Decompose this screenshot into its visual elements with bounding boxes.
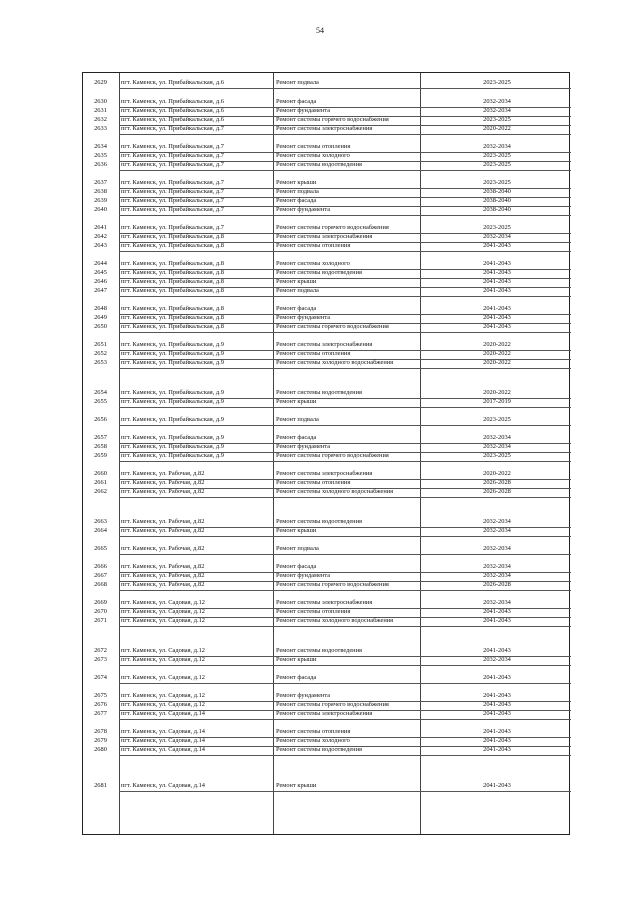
- period-cell: 2032-2034: [483, 599, 511, 606]
- address-cell: пгт. Каменск, ул. Прибайкальская, д.9: [121, 341, 224, 348]
- row-underline: [273, 215, 420, 216]
- period-cell: 2041-2043: [483, 710, 511, 717]
- row-number: 2652: [94, 350, 107, 357]
- row-number: 2634: [94, 143, 107, 150]
- row-number: 2629: [94, 79, 107, 86]
- period-cell: 2032-2034: [483, 572, 511, 579]
- address-cell: пгт. Каменск, ул. Прибайкальская, д.9: [121, 350, 224, 357]
- address-cell: пгт. Каменск, ул. Садовая, д.14: [121, 710, 205, 717]
- row-number: 2679: [94, 737, 107, 744]
- period-cell: 2023-2025: [483, 179, 511, 186]
- row-underline: [119, 296, 273, 297]
- work-type-cell: Ремонт системы холодного водоснабжения: [276, 617, 394, 624]
- period-cell: 2020-2022: [483, 389, 511, 396]
- row-number: 2638: [94, 188, 107, 195]
- period-cell: 2032-2034: [483, 656, 511, 663]
- period-cell: 2023-2025: [483, 152, 511, 159]
- row-underline: [119, 425, 273, 426]
- row-number: 2681: [94, 782, 107, 789]
- address-cell: пгт. Каменск, ул. Рабочая, д.82: [121, 527, 205, 534]
- work-type-cell: Ремонт системы холодного: [276, 152, 350, 159]
- period-cell: 2026-2028: [483, 581, 511, 588]
- row-number: 2671: [94, 617, 107, 624]
- work-type-cell: Ремонт фасада: [276, 563, 317, 570]
- work-type-cell: Ремонт крыши: [276, 278, 317, 285]
- address-cell: пгт. Каменск, ул. Садовая, д.12: [121, 674, 205, 681]
- work-type-cell: Ремонт системы электроснабжения: [276, 470, 373, 477]
- period-cell: 2041-2043: [483, 305, 511, 312]
- row-underline: [420, 170, 571, 171]
- address-cell: пгт. Каменск, ул. Садовая, д.12: [121, 599, 205, 606]
- row-underline: [420, 407, 571, 408]
- row-underline: [420, 536, 571, 537]
- work-type-cell: Ремонт системы отопления: [276, 479, 351, 486]
- address-cell: пгт. Каменск, ул. Прибайкальская, д.8: [121, 323, 224, 330]
- work-type-cell: Ремонт системы горячего водоснабжения: [276, 323, 389, 330]
- work-type-cell: Ремонт системы горячего водоснабжения: [276, 581, 389, 588]
- work-type-cell: Ремонт системы горячего водоснабжения: [276, 116, 389, 123]
- row-number: 2660: [94, 470, 107, 477]
- row-number: 2654: [94, 389, 107, 396]
- row-underline: [420, 791, 571, 792]
- row-underline: [273, 497, 420, 498]
- address-cell: пгт. Каменск, ул. Прибайкальская, д.6: [121, 107, 224, 114]
- row-number: 2665: [94, 545, 107, 552]
- work-type-cell: Ремонт системы водоотведения: [276, 161, 362, 168]
- work-type-cell: Ремонт фундамента: [276, 107, 331, 114]
- address-cell: пгт. Каменск, ул. Прибайкальская, д.9: [121, 359, 224, 366]
- row-underline: [420, 296, 571, 297]
- address-cell: пгт. Каменск, ул. Рабочая, д.82: [121, 545, 205, 552]
- address-cell: пгт. Каменск, ул. Садовая, д.12: [121, 647, 205, 654]
- row-underline: [273, 170, 420, 171]
- work-type-cell: Ремонт системы холодного водоснабжения: [276, 359, 394, 366]
- work-type-cell: Ремонт фасада: [276, 197, 317, 204]
- work-type-cell: Ремонт крыши: [276, 398, 317, 405]
- row-underline: [273, 626, 420, 627]
- work-type-cell: Ремонт системы водоотведения: [276, 746, 362, 753]
- row-number: 2659: [94, 452, 107, 459]
- row-underline: [420, 554, 571, 555]
- row-number: 2641: [94, 224, 107, 231]
- work-type-cell: Ремонт системы электроснабжения: [276, 125, 373, 132]
- row-underline: [119, 461, 273, 462]
- row-number: 2667: [94, 572, 107, 579]
- period-cell: 2041-2043: [483, 287, 511, 294]
- row-underline: [420, 683, 571, 684]
- row-underline: [119, 665, 273, 666]
- row-underline: [273, 88, 420, 89]
- row-underline: [119, 683, 273, 684]
- work-type-cell: Ремонт системы отопления: [276, 350, 351, 357]
- row-number: 2658: [94, 443, 107, 450]
- work-type-cell: Ремонт системы горячего водоснабжения: [276, 452, 389, 459]
- work-type-cell: Ремонт фасада: [276, 674, 317, 681]
- period-cell: 2032-2034: [483, 107, 511, 114]
- work-type-cell: Ремонт подвала: [276, 416, 319, 423]
- period-cell: 2041-2043: [483, 242, 511, 249]
- period-cell: 2032-2034: [483, 143, 511, 150]
- work-type-cell: Ремонт подвала: [276, 287, 319, 294]
- row-underline: [420, 88, 571, 89]
- address-cell: пгт. Каменск, ул. Прибайкальская, д.8: [121, 314, 224, 321]
- period-cell: 2041-2043: [483, 647, 511, 654]
- address-cell: пгт. Каменск, ул. Прибайкальская, д.7: [121, 206, 224, 213]
- row-underline: [273, 425, 420, 426]
- row-number: 2643: [94, 242, 107, 249]
- work-type-cell: Ремонт системы холодного: [276, 737, 350, 744]
- row-underline: [119, 590, 273, 591]
- period-cell: 2041-2043: [483, 674, 511, 681]
- row-underline: [420, 134, 571, 135]
- row-number: 2675: [94, 692, 107, 699]
- row-underline: [273, 755, 420, 756]
- work-type-cell: Ремонт фундамента: [276, 692, 331, 699]
- period-cell: 2041-2043: [483, 617, 511, 624]
- period-cell: 2023-2025: [483, 452, 511, 459]
- row-underline: [119, 755, 273, 756]
- work-type-cell: Ремонт системы отопления: [276, 608, 351, 615]
- work-type-cell: Ремонт фундамента: [276, 572, 331, 579]
- row-number: 2648: [94, 305, 107, 312]
- period-cell: 2020-2022: [483, 359, 511, 366]
- row-number: 2651: [94, 341, 107, 348]
- row-number: 2635: [94, 152, 107, 159]
- row-underline: [420, 251, 571, 252]
- address-cell: пгт. Каменск, ул. Садовая, д.12: [121, 701, 205, 708]
- address-cell: пгт. Каменск, ул. Садовая, д.12: [121, 617, 205, 624]
- row-underline: [119, 332, 273, 333]
- row-number: 2680: [94, 746, 107, 753]
- row-underline: [273, 791, 420, 792]
- row-underline: [119, 536, 273, 537]
- address-cell: пгт. Каменск, ул. Прибайкальская, д.7: [121, 125, 224, 132]
- address-cell: пгт. Каменск, ул. Прибайкальская, д.8: [121, 278, 224, 285]
- period-cell: 2041-2043: [483, 746, 511, 753]
- row-number: 2637: [94, 179, 107, 186]
- address-cell: пгт. Каменск, ул. Садовая, д.14: [121, 782, 205, 789]
- row-underline: [273, 590, 420, 591]
- row-underline: [273, 407, 420, 408]
- row-underline: [420, 590, 571, 591]
- row-number: 2649: [94, 314, 107, 321]
- period-cell: 2032-2034: [483, 518, 511, 525]
- row-number: 2664: [94, 527, 107, 534]
- address-cell: пгт. Каменск, ул. Рабочая, д.82: [121, 479, 205, 486]
- address-cell: пгт. Каменск, ул. Прибайкальская, д.9: [121, 452, 224, 459]
- period-cell: 2032-2034: [483, 233, 511, 240]
- period-cell: 2023-2025: [483, 161, 511, 168]
- address-cell: пгт. Каменск, ул. Садовая, д.12: [121, 608, 205, 615]
- row-number: 2640: [94, 206, 107, 213]
- period-cell: 2020-2022: [483, 125, 511, 132]
- row-number: 2631: [94, 107, 107, 114]
- work-type-cell: Ремонт системы электроснабжения: [276, 599, 373, 606]
- row-number: 2668: [94, 581, 107, 588]
- row-underline: [273, 719, 420, 720]
- address-cell: пгт. Каменск, ул. Прибайкальская, д.8: [121, 233, 224, 240]
- address-cell: пгт. Каменск, ул. Рабочая, д.82: [121, 488, 205, 495]
- row-underline: [273, 536, 420, 537]
- work-type-cell: Ремонт системы отопления: [276, 242, 351, 249]
- work-type-cell: Ремонт системы горячего водоснабжения: [276, 224, 389, 231]
- period-cell: 2032-2034: [483, 98, 511, 105]
- row-underline: [273, 368, 420, 369]
- address-cell: пгт. Каменск, ул. Прибайкальская, д.9: [121, 443, 224, 450]
- work-type-cell: Ремонт системы отопления: [276, 728, 351, 735]
- period-cell: 2032-2034: [483, 563, 511, 570]
- period-cell: 2041-2043: [483, 269, 511, 276]
- address-cell: пгт. Каменск, ул. Рабочая, д.82: [121, 572, 205, 579]
- address-cell: пгт. Каменск, ул. Прибайкальская, д.8: [121, 287, 224, 294]
- row-number: 2678: [94, 728, 107, 735]
- row-underline: [273, 296, 420, 297]
- work-type-cell: Ремонт фундамента: [276, 314, 331, 321]
- address-cell: пгт. Каменск, ул. Прибайкальская, д.7: [121, 188, 224, 195]
- work-type-cell: Ремонт подвала: [276, 188, 319, 195]
- row-underline: [420, 461, 571, 462]
- row-underline: [273, 251, 420, 252]
- period-cell: 2038-2040: [483, 206, 511, 213]
- work-type-cell: Ремонт фундамента: [276, 443, 331, 450]
- row-underline: [420, 425, 571, 426]
- row-underline: [273, 332, 420, 333]
- row-underline: [119, 251, 273, 252]
- period-cell: 2032-2034: [483, 443, 511, 450]
- row-number: 2647: [94, 287, 107, 294]
- address-cell: пгт. Каменск, ул. Рабочая, д.82: [121, 518, 205, 525]
- row-number: 2666: [94, 563, 107, 570]
- period-cell: 2032-2034: [483, 434, 511, 441]
- period-cell: 2020-2022: [483, 341, 511, 348]
- row-number: 2669: [94, 599, 107, 606]
- period-cell: 2041-2043: [483, 737, 511, 744]
- period-cell: 2038-2040: [483, 188, 511, 195]
- period-cell: 2023-2025: [483, 416, 511, 423]
- row-number: 2645: [94, 269, 107, 276]
- row-underline: [273, 554, 420, 555]
- period-cell: 2026-2028: [483, 479, 511, 486]
- work-type-cell: Ремонт системы водоотведения: [276, 518, 362, 525]
- address-cell: пгт. Каменск, ул. Прибайкальская, д.7: [121, 197, 224, 204]
- row-number: 2677: [94, 710, 107, 717]
- row-underline: [420, 215, 571, 216]
- address-cell: пгт. Каменск, ул. Прибайкальская, д.8: [121, 305, 224, 312]
- work-type-cell: Ремонт системы водоотведения: [276, 647, 362, 654]
- row-number: 2642: [94, 233, 107, 240]
- row-number: 2674: [94, 674, 107, 681]
- address-cell: пгт. Каменск, ул. Прибайкальская, д.6: [121, 79, 224, 86]
- row-number: 2673: [94, 656, 107, 663]
- period-cell: 2041-2043: [483, 260, 511, 267]
- work-type-cell: Ремонт крыши: [276, 782, 317, 789]
- period-cell: 2038-2040: [483, 197, 511, 204]
- work-type-cell: Ремонт фасада: [276, 434, 317, 441]
- row-underline: [119, 88, 273, 89]
- repair-schedule-table: [82, 72, 570, 835]
- work-type-cell: Ремонт системы горячего водоснабжения: [276, 701, 389, 708]
- work-type-cell: Ремонт крыши: [276, 179, 317, 186]
- address-cell: пгт. Каменск, ул. Рабочая, д.82: [121, 563, 205, 570]
- work-type-cell: Ремонт подвала: [276, 79, 319, 86]
- row-underline: [273, 461, 420, 462]
- row-number: 2639: [94, 197, 107, 204]
- period-cell: 2041-2043: [483, 692, 511, 699]
- address-cell: пгт. Каменск, ул. Прибайкальская, д.9: [121, 434, 224, 441]
- period-cell: 2041-2043: [483, 701, 511, 708]
- work-type-cell: Ремонт системы водоотведения: [276, 389, 362, 396]
- row-underline: [420, 332, 571, 333]
- address-cell: пгт. Каменск, ул. Прибайкальская, д.7: [121, 143, 224, 150]
- address-cell: пгт. Каменск, ул. Прибайкальская, д.8: [121, 242, 224, 249]
- row-underline: [119, 554, 273, 555]
- period-cell: 2023-2025: [483, 79, 511, 86]
- row-number: 2655: [94, 398, 107, 405]
- row-underline: [420, 665, 571, 666]
- row-number: 2633: [94, 125, 107, 132]
- row-number: 2653: [94, 359, 107, 366]
- address-cell: пгт. Каменск, ул. Прибайкальская, д.7: [121, 179, 224, 186]
- row-number: 2656: [94, 416, 107, 423]
- row-underline: [119, 719, 273, 720]
- row-underline: [273, 665, 420, 666]
- address-cell: пгт. Каменск, ул. Садовая, д.12: [121, 656, 205, 663]
- row-number: 2644: [94, 260, 107, 267]
- period-cell: 2032-2034: [483, 527, 511, 534]
- period-cell: 2041-2043: [483, 314, 511, 321]
- row-underline: [119, 407, 273, 408]
- period-cell: 2041-2043: [483, 782, 511, 789]
- period-cell: 2023-2025: [483, 224, 511, 231]
- work-type-cell: Ремонт системы холодного: [276, 260, 350, 267]
- work-type-cell: Ремонт фасада: [276, 305, 317, 312]
- period-cell: 2032-2034: [483, 545, 511, 552]
- row-number: 2650: [94, 323, 107, 330]
- address-cell: пгт. Каменск, ул. Прибайкальская, д.6: [121, 98, 224, 105]
- address-cell: пгт. Каменск, ул. Рабочая, д.82: [121, 581, 205, 588]
- row-underline: [273, 683, 420, 684]
- work-type-cell: Ремонт системы электроснабжения: [276, 341, 373, 348]
- row-underline: [119, 791, 273, 792]
- row-number: 2663: [94, 518, 107, 525]
- period-cell: 2020-2022: [483, 350, 511, 357]
- row-underline: [420, 719, 571, 720]
- address-cell: пгт. Каменск, ул. Прибайкальская, д.7: [121, 224, 224, 231]
- period-cell: 2026-2028: [483, 488, 511, 495]
- work-type-cell: Ремонт фасада: [276, 98, 317, 105]
- row-number: 2676: [94, 701, 107, 708]
- row-underline: [119, 368, 273, 369]
- row-underline: [273, 134, 420, 135]
- row-number: 2632: [94, 116, 107, 123]
- address-cell: пгт. Каменск, ул. Садовая, д.14: [121, 737, 205, 744]
- period-cell: 2017-2019: [483, 398, 511, 405]
- row-underline: [420, 368, 571, 369]
- work-type-cell: Ремонт системы водоотведения: [276, 269, 362, 276]
- row-underline: [119, 626, 273, 627]
- work-type-cell: Ремонт фундамента: [276, 206, 331, 213]
- row-number: 2657: [94, 434, 107, 441]
- address-cell: пгт. Каменск, ул. Прибайкальская, д.6: [121, 116, 224, 123]
- work-type-cell: Ремонт крыши: [276, 656, 317, 663]
- address-cell: пгт. Каменск, ул. Прибайкальская, д.8: [121, 269, 224, 276]
- period-cell: 2041-2043: [483, 278, 511, 285]
- address-cell: пгт. Каменск, ул. Прибайкальская, д.7: [121, 152, 224, 159]
- address-cell: пгт. Каменск, ул. Прибайкальская, д.9: [121, 416, 224, 423]
- row-underline: [119, 170, 273, 171]
- period-cell: 2041-2043: [483, 608, 511, 615]
- row-number: 2646: [94, 278, 107, 285]
- period-cell: 2041-2043: [483, 323, 511, 330]
- work-type-cell: Ремонт системы холодного водоснабжения: [276, 488, 394, 495]
- row-underline: [420, 626, 571, 627]
- row-underline: [420, 497, 571, 498]
- row-number: 2672: [94, 647, 107, 654]
- work-type-cell: Ремонт крыши: [276, 527, 317, 534]
- address-cell: пгт. Каменск, ул. Прибайкальская, д.8: [121, 260, 224, 267]
- page-number: 54: [316, 26, 324, 35]
- work-type-cell: Ремонт системы электроснабжения: [276, 233, 373, 240]
- address-cell: пгт. Каменск, ул. Прибайкальская, д.7: [121, 161, 224, 168]
- address-cell: пгт. Каменск, ул. Садовая, д.14: [121, 746, 205, 753]
- work-type-cell: Ремонт системы электроснабжения: [276, 710, 373, 717]
- work-type-cell: Ремонт подвала: [276, 545, 319, 552]
- address-cell: пгт. Каменск, ул. Рабочая, д.82: [121, 470, 205, 477]
- address-cell: пгт. Каменск, ул. Прибайкальская, д.9: [121, 389, 224, 396]
- row-underline: [420, 755, 571, 756]
- work-type-cell: Ремонт системы отопления: [276, 143, 351, 150]
- period-cell: 2041-2043: [483, 728, 511, 735]
- row-number: 2662: [94, 488, 107, 495]
- period-cell: 2020-2022: [483, 470, 511, 477]
- address-cell: пгт. Каменск, ул. Садовая, д.12: [121, 692, 205, 699]
- row-number: 2670: [94, 608, 107, 615]
- row-underline: [119, 134, 273, 135]
- row-number: 2661: [94, 479, 107, 486]
- row-number: 2636: [94, 161, 107, 168]
- row-underline: [119, 215, 273, 216]
- period-cell: 2023-2025: [483, 116, 511, 123]
- row-number: 2630: [94, 98, 107, 105]
- row-underline: [119, 497, 273, 498]
- address-cell: пгт. Каменск, ул. Прибайкальская, д.9: [121, 398, 224, 405]
- address-cell: пгт. Каменск, ул. Садовая, д.14: [121, 728, 205, 735]
